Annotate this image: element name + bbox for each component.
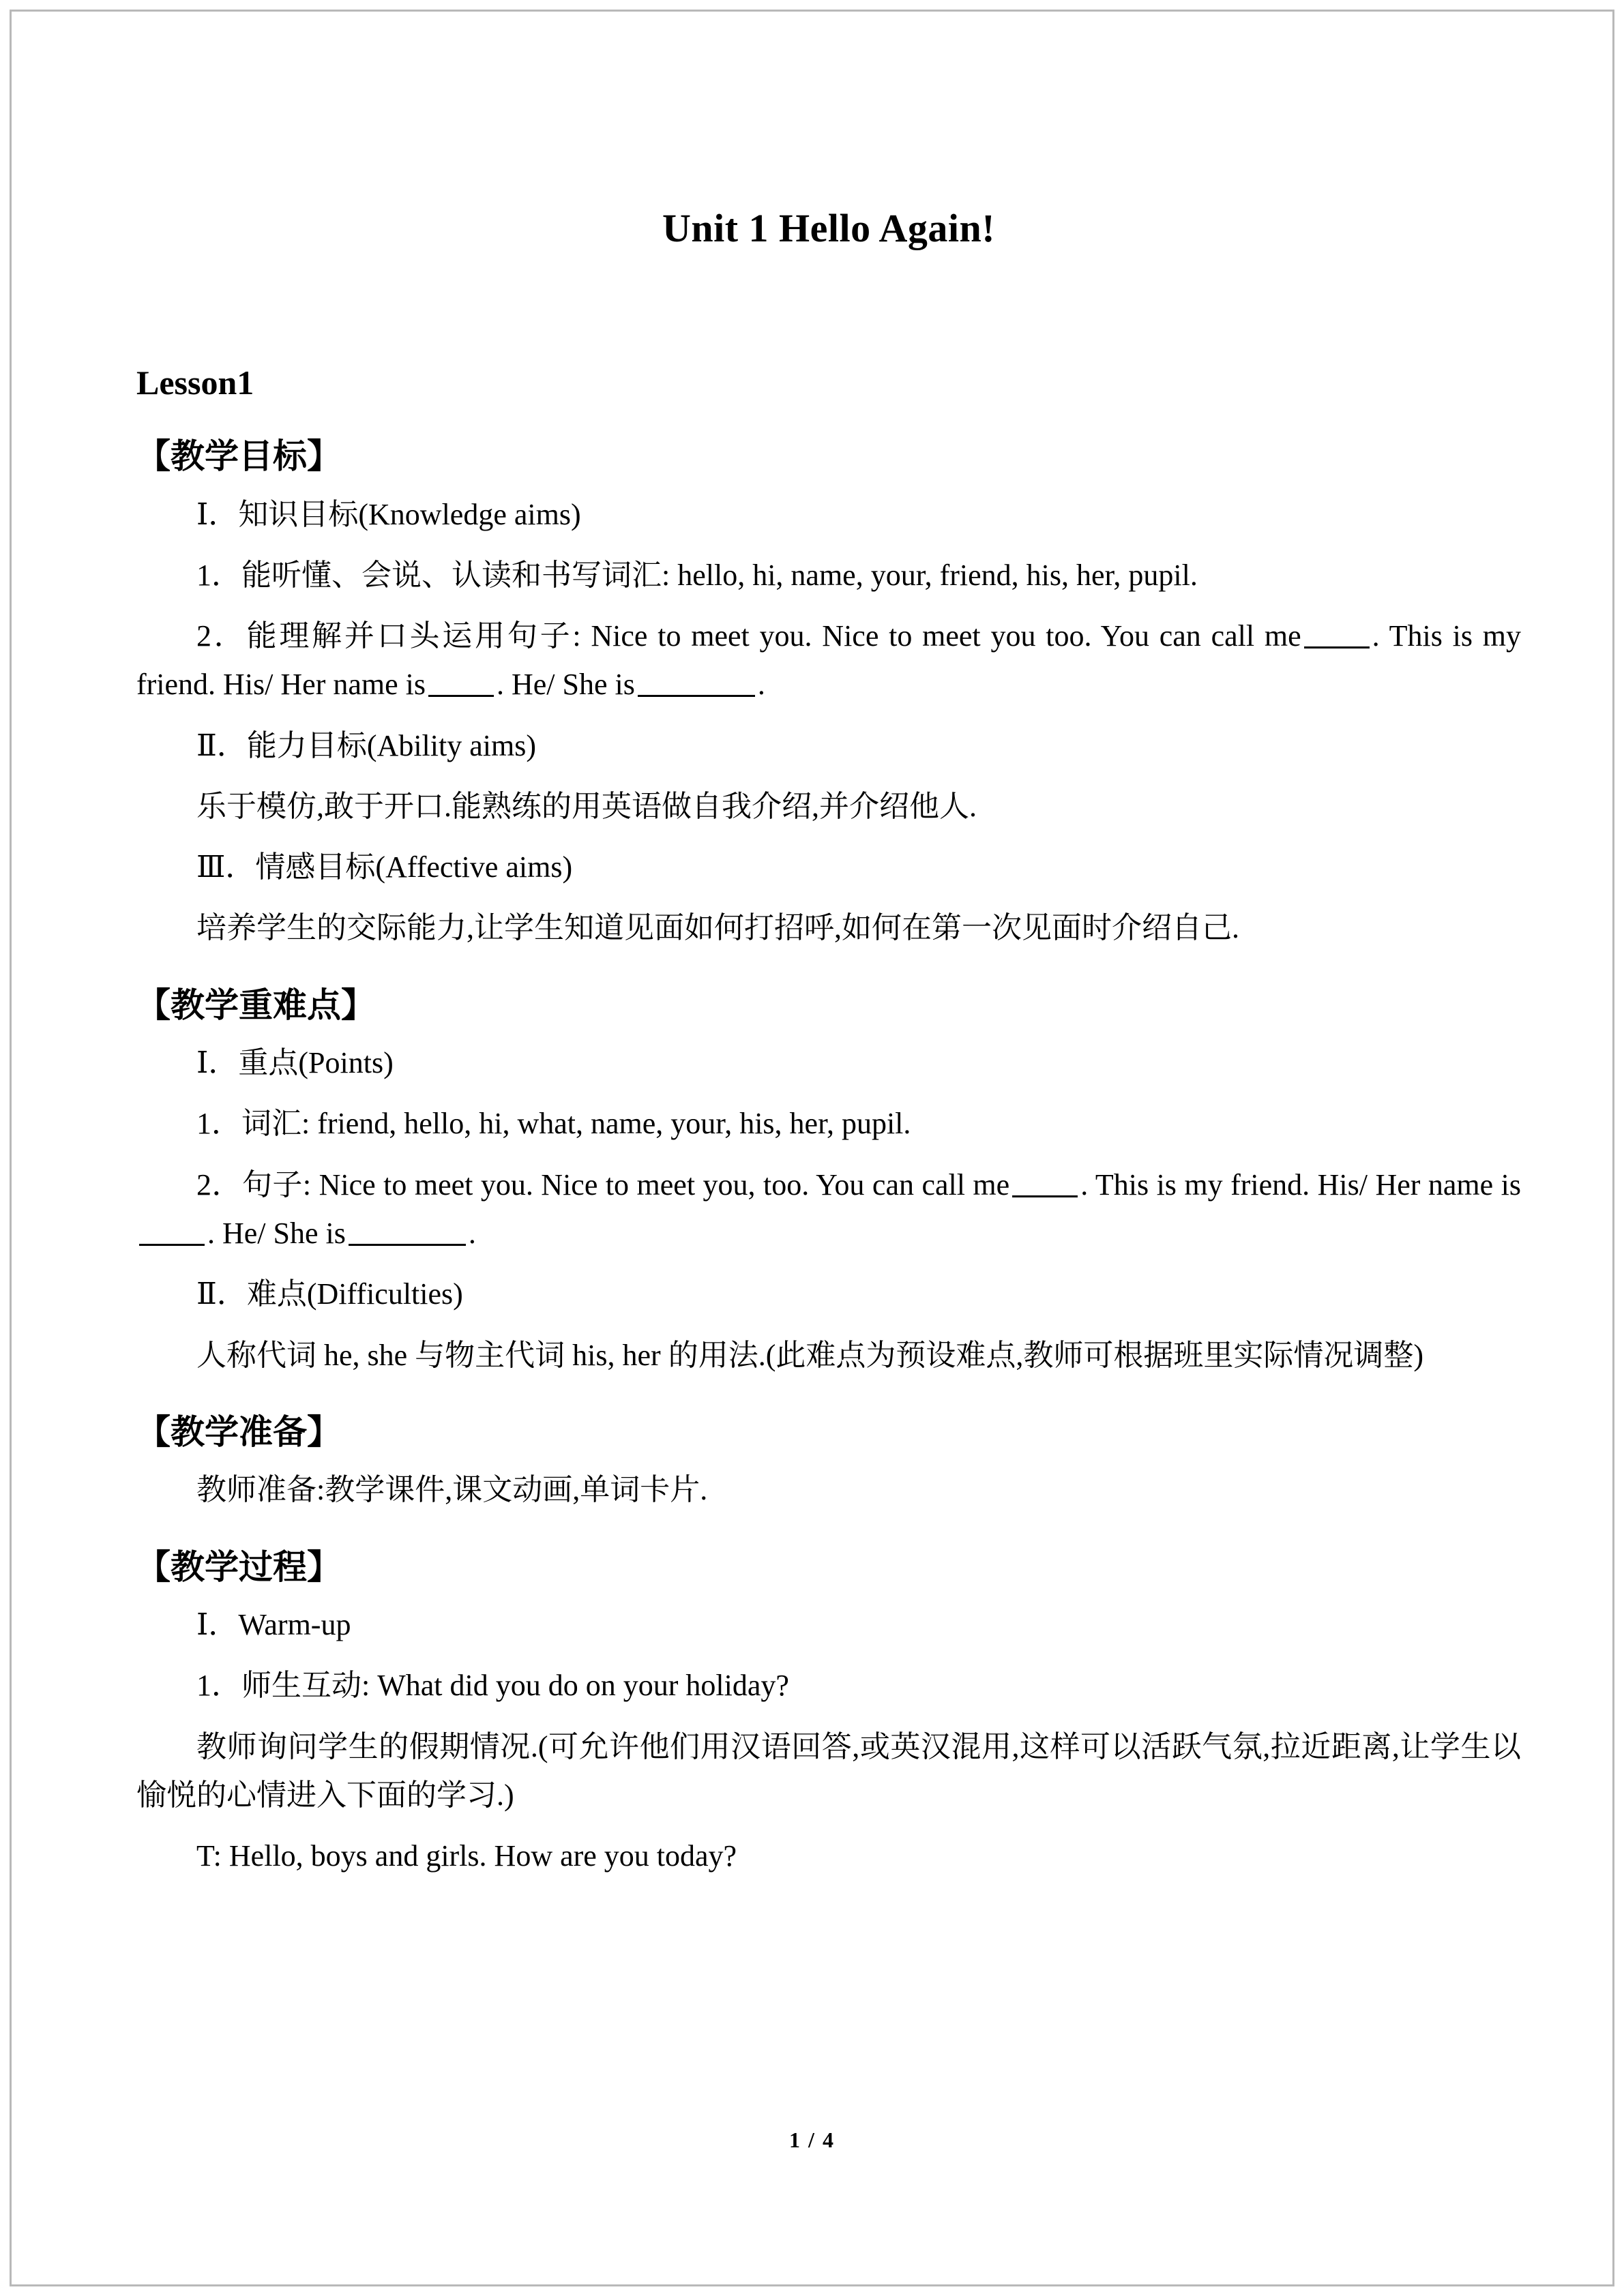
- warmup-note: 教师询问学生的假期情况.(可允许他们用汉语回答,或英汉混用,这样可以活跃气氛,拉近距离,让学生以愉悦的心情进入下面的学习.): [136, 1729, 1521, 1812]
- ability-aims-label: Ⅱ．能力目标(Ability aims): [196, 728, 536, 762]
- fill-blank-line: [349, 1244, 466, 1246]
- warmup-item-1: 1．师生互动: What did you do on your holiday?: [196, 1669, 789, 1703]
- points-item-1: 1．词汇: friend, hello, hi, what, name, your, his, her, pupil.: [196, 1107, 911, 1141]
- points-item2-part-e: .: [468, 1217, 476, 1251]
- knowledge-aims-item-2: [136, 612, 1521, 709]
- difficulties-body: 人称代词 he, she 与物主代词 his, her 的用法.(此难点为预设难点,教师可根据班里实际情况调整): [196, 1338, 1424, 1372]
- preparation-body: 教师准备:教学课件,课文动画,单词卡片.: [196, 1473, 708, 1507]
- fill-blank-line: [1012, 1195, 1078, 1197]
- knowledge-item2-part-a: 2．能理解并口头运用句子: Nice to meet you. Nice to meet you too. You can call me: [196, 619, 1301, 653]
- points-item-2: [136, 1161, 1521, 1258]
- knowledge-item2-part-d: . He/ She is: [497, 668, 635, 702]
- ability-aims-body: 乐于模仿,敢于开口.能熟练的用英语做自我介绍,并介绍他人.: [196, 789, 977, 823]
- section-heading-key-difficult: 【教学重难点】: [136, 985, 375, 1024]
- document-content: [136, 0, 1521, 1880]
- fill-blank-line: [638, 695, 755, 697]
- section-heading-preparation: 【教学准备】: [136, 1412, 341, 1451]
- points-item2-part-c: His/ Her name is: [1317, 1167, 1522, 1202]
- points-label: Ⅰ．重点(Points): [196, 1046, 394, 1080]
- section-heading-teaching-aims: 【教学目标】: [136, 437, 341, 476]
- lesson-heading: Lesson1: [136, 363, 254, 402]
- knowledge-item2-part-e: .: [757, 668, 765, 702]
- knowledge-item2-part-b: .: [1372, 619, 1380, 653]
- knowledge-aims-label: Ⅰ．知识目标(Knowledge aims): [196, 497, 581, 531]
- points-item2-part-b: . This is my friend.: [1080, 1167, 1310, 1202]
- section-heading-process: 【教学过程】: [136, 1547, 341, 1586]
- page-footer: 1 / 4: [789, 2128, 835, 2152]
- affective-aims-body: 培养学生的交际能力,让学生知道见面如何打招呼,如何在第一次见面时介绍自己.: [196, 911, 1239, 945]
- fill-blank-line: [139, 1244, 205, 1246]
- difficulties-label: Ⅱ．难点(Difficulties): [196, 1277, 463, 1311]
- knowledge-aims-item-1: 1．能听懂、会说、认读和书写词汇: hello, hi, name, your, friend, his, her, pupil.: [196, 558, 1198, 592]
- page-title: Unit 1 Hello Again!: [662, 206, 996, 250]
- knowledge-item2-part-c: This is my friend. His/ Her name is: [136, 619, 1522, 702]
- fill-blank-line: [1304, 646, 1370, 648]
- fill-blank-line: [428, 695, 494, 697]
- warmup-label: Ⅰ．Warm-up: [196, 1608, 351, 1642]
- affective-aims-label: Ⅲ．情感目标(Affective aims): [196, 850, 573, 884]
- points-item2-part-a: 2．句子: Nice to meet you. Nice to meet you, too. You can call me: [196, 1167, 1010, 1202]
- warmup-dialog-line-1: T: Hello, boys and girls. How are you today?: [196, 1839, 737, 1873]
- points-item2-part-d: . He/ She is: [207, 1217, 346, 1251]
